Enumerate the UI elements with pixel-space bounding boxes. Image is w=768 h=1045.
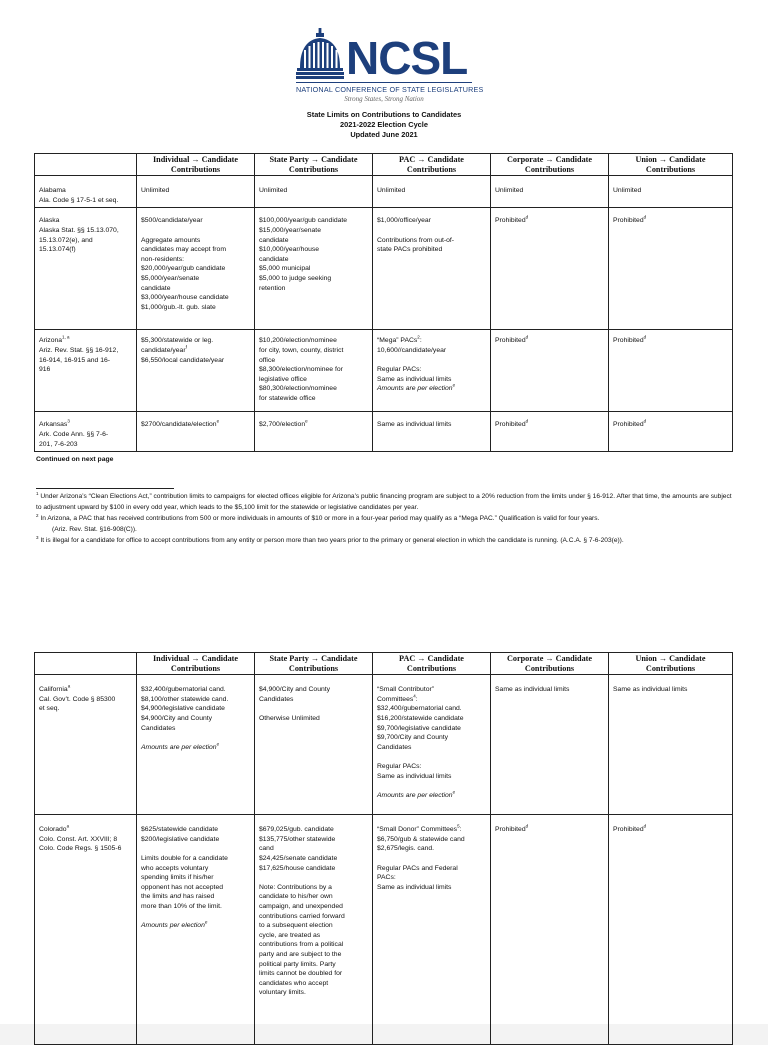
limits-table-page1 xyxy=(34,153,733,452)
limit-line: candidate/year xyxy=(141,346,186,354)
note-marker: d xyxy=(525,215,529,221)
note-marker: d xyxy=(525,419,529,425)
limit-line: PACs: xyxy=(377,874,396,882)
limit-line: : xyxy=(459,826,462,834)
ncsl-logo xyxy=(296,28,484,106)
limit-line: $9,700/City and County xyxy=(377,734,449,742)
pac-cell xyxy=(373,208,491,330)
limit-line: Limits double for a candidate xyxy=(141,854,228,862)
limit-line: Otherwise Unlimited xyxy=(259,714,320,722)
limit-value: Prohibited xyxy=(613,337,644,345)
state-cell xyxy=(35,208,137,330)
limit-line: cycle, are treated as xyxy=(259,931,321,939)
limit-line: Candidates xyxy=(141,724,176,732)
limit-line: $24,425/senate candidate xyxy=(259,854,338,862)
table-row xyxy=(35,176,733,208)
limit-line: state PACs prohibited xyxy=(377,246,443,254)
org-abbrev: NCSL xyxy=(346,32,468,84)
header-pac: PAC → Candidate Contributions xyxy=(373,154,491,176)
note-marker: 5 xyxy=(457,823,460,829)
limit-line: $500/candidate/year xyxy=(141,217,203,225)
limit-line: $4,900/City and County xyxy=(141,714,213,722)
note-marker: e xyxy=(305,419,308,425)
limit-line: $135,775/other statewide xyxy=(259,835,336,843)
pac-cell: Unlimited xyxy=(373,176,491,208)
state-citation: 15.13.074(f) xyxy=(39,246,76,254)
footnote-2-citation: (Ariz. Rev. Stat. §16-908(C)). xyxy=(52,526,137,533)
corporate-cell: Unlimited xyxy=(491,176,609,208)
state-citation: Cal. Gov’t. Code § 85300 xyxy=(39,695,116,703)
limit-line: Contributions from out-of- xyxy=(377,236,455,244)
footnote-2 xyxy=(36,513,736,524)
note-marker: d xyxy=(525,335,529,341)
state-citation: et seq. xyxy=(39,705,60,713)
limit-line: $6,550/local candidate/year xyxy=(141,356,225,364)
individual-cell xyxy=(137,675,255,815)
header-corporate: Corporate → Candidate Contributions xyxy=(491,653,609,675)
limit-line: candidate xyxy=(141,284,171,292)
corporate-cell xyxy=(491,208,609,330)
limit-line: Amounts are per election xyxy=(141,743,217,751)
state-citation: Ariz. Rev. Stat. §§ 16-912, xyxy=(39,346,119,354)
note-marker: d xyxy=(643,419,647,425)
limit-line: Committees xyxy=(377,695,414,703)
limit-line: candidate to his/her own xyxy=(259,893,333,901)
limit-line: candidate xyxy=(259,236,289,244)
state-name: Colorado xyxy=(39,826,67,834)
limits-table-page2 xyxy=(34,652,733,1045)
state-cell xyxy=(35,412,137,452)
note-marker: 2 xyxy=(417,335,420,341)
state-citation: 201, 7-6-203 xyxy=(39,440,78,448)
state-citation: 16-914, 16-915 and 16- xyxy=(39,356,111,364)
limit-line: Amounts per election xyxy=(141,922,205,930)
table-row xyxy=(35,208,733,330)
limit-line: $9,700/legislative candidate xyxy=(377,724,461,732)
header-union: Union → Candidate Contributions xyxy=(609,154,733,176)
document-heading xyxy=(0,110,768,140)
note-marker: e xyxy=(216,419,220,425)
note-marker: d xyxy=(643,335,647,341)
limit-line: Amounts are per election xyxy=(377,791,453,799)
header-union: Union → Candidate Contributions xyxy=(609,653,733,675)
state-citation: Alaska Stat. §§ 15.13.070, xyxy=(39,226,119,234)
continued-note: Continued on next page xyxy=(36,456,114,463)
limit-line: limits cannot be doubled for xyxy=(259,970,343,978)
note-marker: e xyxy=(204,919,208,925)
pac-cell xyxy=(373,330,491,412)
limit-line: opponent has not accepted xyxy=(141,883,224,891)
union-cell xyxy=(609,815,733,1045)
limit-line: $6,750/gub & statewide cand xyxy=(377,835,465,843)
state-cell xyxy=(35,815,137,1045)
party-cell xyxy=(255,815,373,1045)
state-citation: Ark. Code Ann. §§ 7-6- xyxy=(39,430,109,438)
limit-line: office xyxy=(259,356,276,364)
limit-line: more than 10% of the limit. xyxy=(141,902,222,910)
individual-cell xyxy=(137,330,255,412)
state-name: Alaska xyxy=(39,217,60,225)
limit-line: party and are subject to the xyxy=(259,950,342,958)
limit-line: $5,000/year/senate xyxy=(141,274,200,282)
org-tagline: Strong States, Strong Nation xyxy=(344,95,424,103)
union-cell: Unlimited xyxy=(609,176,733,208)
individual-cell xyxy=(137,412,255,452)
limit-line: Same as individual limits xyxy=(377,883,452,891)
footnote-divider xyxy=(36,488,174,489)
limit-line: $32,400/gubernatorial cand. xyxy=(377,705,462,713)
state-citation: Colo. Const. Art. XXVIII; 8 xyxy=(39,835,118,843)
state-citation: Colo. Code Regs. § 1505-6 xyxy=(39,845,122,853)
table-row xyxy=(35,815,733,1045)
limit-line: to a subsequent election xyxy=(259,922,333,930)
footnote-1 xyxy=(36,491,736,513)
limit-line: $8,300/election/nominee for xyxy=(259,366,343,374)
footnote-text: Under Arizona’s “Clean Elections Act,” contribution limits to campaigns for elected offices eligible for Arizona’s public financing program are subject to a 20% reduction from the limits under § 16-912. After that time, the amounts are subject to adjustment upward by $100 in every odd year, which leads to the $5,100 limit for the statewide or legislative candidates per year. xyxy=(36,493,732,511)
limit-line: $679,025/gub. candidate xyxy=(259,826,334,834)
table-row xyxy=(35,412,733,452)
state-cell xyxy=(35,330,137,412)
state-name: Alabama xyxy=(39,187,66,195)
limit-line: $15,000/year/senate xyxy=(259,226,321,234)
limit-value: $2700/candidate/election xyxy=(141,421,217,429)
org-name: NATIONAL CONFERENCE OF STATE LEGISLATURES xyxy=(296,82,472,94)
pac-cell xyxy=(373,675,491,815)
election-cycle: 2021-2022 Election Cycle xyxy=(340,120,428,129)
limit-line: $3,000/year/house candidate xyxy=(141,294,229,302)
limit-line: $8,100/other statewide cand. xyxy=(141,695,229,703)
limit-value: Prohibited xyxy=(495,337,526,345)
limit-line: : xyxy=(419,337,422,345)
header-state-party: State Party → Candidate Contributions xyxy=(255,154,373,176)
header-individual: Individual → Candidate Contributions xyxy=(137,653,255,675)
limit-line: Aggregate amounts xyxy=(141,236,201,244)
limit-value: Prohibited xyxy=(495,217,526,225)
corporate-cell xyxy=(491,330,609,412)
limit-value: Prohibited xyxy=(495,826,526,834)
limit-value: Prohibited xyxy=(495,421,526,429)
limit-line: contributions carried forward xyxy=(259,912,345,920)
limit-line: candidate xyxy=(259,255,289,263)
party-cell: Unlimited xyxy=(255,176,373,208)
limit-line: for city, town, county, district xyxy=(259,346,344,354)
header-state xyxy=(35,154,137,176)
footnote-text: It is illegal for a candidate for office to accept contributions from any entity or person more than two years prior to the primary or general election in which the candidate is running. (A.C.A. § 7-6-203(e)). xyxy=(40,537,624,544)
individual-cell xyxy=(137,815,255,1045)
limit-line: who accepts voluntary xyxy=(141,864,209,872)
state-citation: Ala. Code § 17-5-1 et seq. xyxy=(39,196,119,204)
table-header-row xyxy=(35,653,733,675)
note-marker: 4 xyxy=(413,693,416,699)
limit-line: $5,000 to judge seeking xyxy=(259,274,332,282)
header-state xyxy=(35,653,137,675)
party-cell xyxy=(255,675,373,815)
state-cell xyxy=(35,176,137,208)
limit-line: Regular PACs and Federal xyxy=(377,864,458,872)
party-cell xyxy=(255,330,373,412)
note-marker: d xyxy=(643,215,647,221)
party-cell xyxy=(255,208,373,330)
header-state-party: State Party → Candidate Contributions xyxy=(255,653,373,675)
limit-line: $80,300/election/nominee xyxy=(259,385,337,393)
pac-cell xyxy=(373,815,491,1045)
footnotes xyxy=(36,491,736,546)
footnote-number: 1 xyxy=(36,490,39,496)
limit-line: $10,000/year/house xyxy=(259,246,320,254)
union-cell xyxy=(609,208,733,330)
limit-line: “Mega” PACs xyxy=(377,337,418,345)
limit-line: candidates who accept xyxy=(259,979,329,987)
limit-line: for statewide office xyxy=(259,394,316,402)
individual-cell xyxy=(137,208,255,330)
limit-line: Same as individual limits xyxy=(377,772,452,780)
limit-line: : xyxy=(415,695,418,703)
note-marker: a xyxy=(67,683,71,689)
limit-line: 10,600//candidate/year xyxy=(377,346,447,354)
note-marker: f xyxy=(185,344,187,350)
limit-line: $4,900/City and County xyxy=(259,686,331,694)
limit-line: cand xyxy=(259,845,274,853)
limit-line: $4,900/legislative candidate xyxy=(141,705,225,713)
limit-line: contributions from a political xyxy=(259,941,344,949)
limit-line: the limits xyxy=(141,893,170,901)
limit-line: $200/legislative candidate xyxy=(141,835,220,843)
limit-line: “Small Donor” Committees xyxy=(377,826,458,834)
party-cell xyxy=(255,412,373,452)
capitol-dome-icon xyxy=(296,28,344,80)
table-header-row xyxy=(35,154,733,176)
limit-line: political party limits. Party xyxy=(259,960,336,968)
footnote-text: In Arizona, a PAC that has received contributions from 500 or more individuals in amounts of $10 or more in a four-year period may qualify as a “Mega PAC.” Qualification is valid for four years. xyxy=(40,515,600,522)
footnote-3 xyxy=(36,535,736,546)
state-cell xyxy=(35,675,137,815)
limit-value: Prohibited xyxy=(613,217,644,225)
header-individual: Individual → Candidate Contributions xyxy=(137,154,255,176)
individual-cell: Unlimited xyxy=(137,176,255,208)
updated-date: Updated June 2021 xyxy=(350,130,418,139)
union-cell xyxy=(609,330,733,412)
limit-line: Regular PACs: xyxy=(377,366,422,374)
footnote-number: 3 xyxy=(36,534,39,540)
limit-value: Prohibited xyxy=(613,826,644,834)
note-marker: e xyxy=(216,741,220,747)
limit-value: $2,700/election xyxy=(259,421,306,429)
limit-line: has raised xyxy=(181,893,215,901)
limit-line: non-residents: xyxy=(141,255,185,263)
limit-line: $2,675/legis. cand. xyxy=(377,845,435,853)
corporate-cell xyxy=(491,815,609,1045)
footnote-number: 2 xyxy=(36,512,39,518)
note-marker: a xyxy=(66,823,70,829)
limit-line: Same as individual limits xyxy=(377,375,452,383)
state-name: Arizona xyxy=(39,337,63,345)
corporate-cell: Same as individual limits xyxy=(491,675,609,815)
union-cell xyxy=(609,412,733,452)
limit-line: retention xyxy=(259,284,286,292)
note-marker: 3 xyxy=(67,419,70,425)
header-corporate: Corporate → Candidate Contributions xyxy=(491,154,609,176)
limit-line: $10,200/election/nominee xyxy=(259,337,337,345)
corporate-cell xyxy=(491,412,609,452)
limit-line: and xyxy=(169,893,182,901)
document-title: State Limits on Contributions to Candidates xyxy=(306,110,462,119)
table-row xyxy=(35,675,733,815)
note-marker: e xyxy=(452,383,456,389)
table-row xyxy=(35,330,733,412)
limit-line: $100,000/year/gub candidate xyxy=(259,217,348,225)
union-cell: Same as individual limits xyxy=(609,675,733,815)
limit-line: Amounts are per election xyxy=(377,385,453,393)
note-marker: d xyxy=(525,823,529,829)
limit-line: $32,400/gubernatorial cand. xyxy=(141,686,226,694)
limit-line: Note: Contributions by a xyxy=(259,883,332,891)
limit-line: $16,200/statewide candidate xyxy=(377,714,464,722)
limit-line: legislative office xyxy=(259,375,307,383)
limit-line: Candidates xyxy=(259,695,294,703)
limit-line: $5,300/statewide or leg. xyxy=(141,337,214,345)
state-name: California xyxy=(39,686,68,694)
limit-value: Prohibited xyxy=(613,421,644,429)
limit-line: Candidates xyxy=(377,743,412,751)
limit-line: voluntary limits. xyxy=(259,989,306,997)
state-name: Arkansas xyxy=(39,421,68,429)
limit-line: $1,000/office/year xyxy=(377,217,431,225)
limit-line: $625/statewide candidate xyxy=(141,826,219,834)
note-marker: 1, a xyxy=(62,335,70,341)
limit-line: $5,000 municipal xyxy=(259,265,311,273)
limit-line: campaign, and unexpended xyxy=(259,902,343,910)
state-citation: 916 xyxy=(39,366,51,374)
pac-cell: Same as individual limits xyxy=(373,412,491,452)
limit-line: spending limits if his/her xyxy=(141,874,214,882)
limit-line: “Small Contributor” xyxy=(377,686,435,694)
limit-line: Regular PACs: xyxy=(377,762,422,770)
limit-line: $17,625/house candidate xyxy=(259,864,336,872)
header-pac: PAC → Candidate Contributions xyxy=(373,653,491,675)
state-citation: 15.13.072(e), and xyxy=(39,236,93,244)
limit-line: candidates may accept from xyxy=(141,246,227,254)
note-marker: d xyxy=(643,823,647,829)
limit-line: $20,000/year/gub candidate xyxy=(141,265,226,273)
limit-line: $1,000/gub.-lt. gub. slate xyxy=(141,303,216,311)
note-marker: e xyxy=(452,789,456,795)
